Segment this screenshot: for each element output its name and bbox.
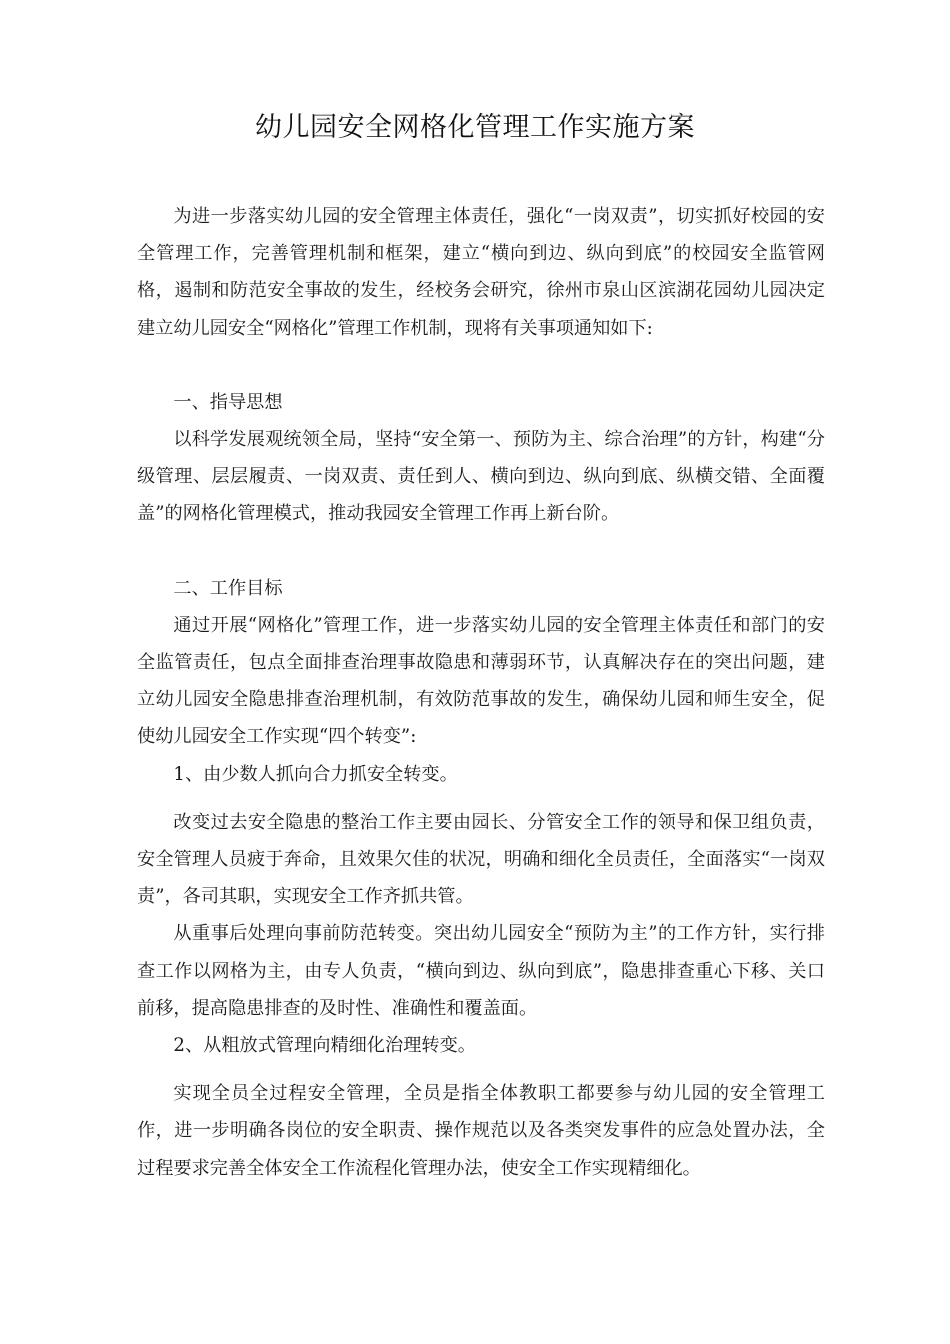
section-heading-work-goals: 二、工作目标	[173, 577, 283, 599]
list-item-title-2: 2、从粗放式管理向精细化治理转变。	[173, 1035, 476, 1057]
document-title: 幼儿园安全网格化管理工作实施方案	[255, 112, 695, 143]
document-body	[137, 198, 825, 1187]
spacer	[137, 533, 825, 570]
list-item-title-1: 1、由少数人抓向合力抓安全转变。	[173, 763, 458, 785]
list-item-paragraph-2: 实现全员全过程安全管理，全员是指全体教职工都要参与幼儿园的安全管理工作，进一步明确各岗位的安全职责、操作规范以及各类突发事件的应急处置办法，全过程要求完善全体安全工作流程化管理办法，使安全工作实现精细化。	[137, 1083, 825, 1179]
spacer	[137, 793, 825, 804]
section-paragraph-guiding-ideology: 以科学发展观统领全局，坚持“安全第一、预防为主、综合治理”的方针，构建“分级管理、层层履责、一岗双责、责任到人、横向到边、纵向到底、纵横交错、全面覆盖”的网格化管理模式，推动我园安全管理工作再上新台阶。	[137, 429, 825, 525]
list-item-paragraph-1a: 改变过去安全隐患的整治工作主要由园长、分管安全工作的领导和保卫组负责，安全管理人员疲于奔命，且效果欠佳的状况，明确和细化全员责任，全面落实“一岗双责”，各司其职，实现安全工作齐抓共管。	[137, 811, 825, 908]
spacer	[137, 1064, 825, 1075]
section-heading-guiding-ideology: 一、指导思想	[173, 391, 283, 413]
list-item-paragraph-1b: 从重事后处理向事前防范转变。突出幼儿园安全“预防为主”的工作方针，实行排查工作以网格为主，由专人负责，“横向到边、纵向到底”，隐患排查重心下移、关口前移，提高隐患排查的及时性、准确性和覆盖面。	[137, 923, 825, 1019]
intro-paragraph: 为进一步落实幼儿园的安全管理主体责任，强化“一岗双责”，切实抓好校园的安全管理工作，完善管理机制和框架，建立“横向到边、纵向到底”的校园安全监管网格，遏制和防范安全事故的发生，经校务会研究，徐州市泉山区滨湖花园幼儿园决定建立幼儿园安全“网格化”管理工作机制，现将有关事项通知如下:	[137, 206, 825, 339]
section-paragraph-work-goals: 通过开展“网格化”管理工作，进一步落实幼儿园的安全管理主体责任和部门的安全监管责任，包点全面排查治理事故隐患和薄弱环节，认真解决存在的突出问题，建立幼儿园安全隐患排查治理机制，有效防范事故的发生，确保幼儿园和师生安全，促使幼儿园安全工作实现“四个转变”:	[137, 614, 825, 748]
spacer	[137, 347, 825, 384]
